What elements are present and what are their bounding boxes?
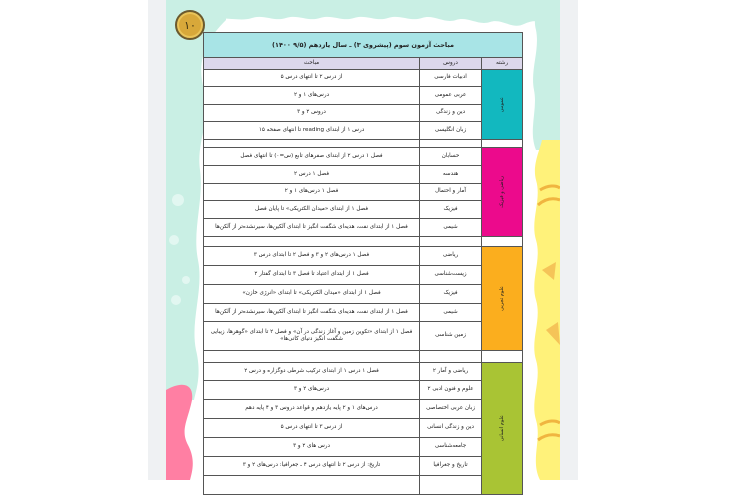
table-row bbox=[204, 219, 523, 237]
course-cell: عربی عمومی bbox=[420, 87, 482, 105]
topics-cell: فصل ۱ از ابتدای نفت، هدیه‌ای شگفت انگیز تا ابتدای آلکین‌ها، سیرنشده‌تر از آلکن‌ها bbox=[204, 304, 420, 322]
category-experimental-sciences: علوم تجربی bbox=[482, 247, 523, 351]
topics-cell: درس های ۲ و ۳ bbox=[204, 438, 420, 457]
table-row bbox=[204, 70, 523, 87]
course-cell: فیزیک bbox=[420, 285, 482, 304]
table-row bbox=[204, 201, 523, 219]
topics-cell: فصل ۱ درس ۲ bbox=[204, 166, 420, 184]
course-cell: دین و زندگی انسانی bbox=[420, 419, 482, 438]
table-row bbox=[204, 166, 523, 184]
table-row bbox=[204, 105, 523, 122]
course-cell: ریاضی و آمار ۲ bbox=[420, 363, 482, 381]
course-cell: آمار و احتمال bbox=[420, 184, 482, 201]
topics-cell: تاریخ: از درس ۲ تا انتهای درس ۴ ـ جغرافیا: درس‌های ۲ و ۳ bbox=[204, 457, 420, 476]
table-title: مباحث آزمون سوم (پیشروی ۳) ـ سال یازدهم (۹/۵ ۱۴۰۰) bbox=[204, 33, 523, 58]
topics-cell: فصل ۱ درس ۱ از ابتدای ترکیب شرطی دوگزاره و درس ۲ bbox=[204, 363, 420, 381]
course-cell: زبان عربی اختصاصی bbox=[420, 400, 482, 419]
course-cell: دین و زندگی bbox=[420, 105, 482, 122]
page-number-badge bbox=[175, 10, 205, 40]
table-row bbox=[204, 184, 523, 201]
table-row bbox=[204, 122, 523, 140]
table-row bbox=[204, 304, 523, 322]
table-header-row bbox=[204, 58, 523, 70]
course-cell bbox=[420, 476, 482, 495]
course-cell: علوم و فنون ادبی ۲ bbox=[420, 381, 482, 400]
group-spacer bbox=[204, 351, 523, 363]
table-row bbox=[204, 322, 523, 351]
topics-cell: درس‌های ۱ و ۲ bbox=[204, 87, 420, 105]
table-row bbox=[204, 457, 523, 476]
exam-topics-table bbox=[203, 32, 523, 495]
table-row bbox=[204, 381, 523, 400]
course-cell: هندسه bbox=[420, 166, 482, 184]
course-cell: ریاضی bbox=[420, 247, 482, 266]
topics-cell: فصل ۱ از ابتدای «میدان الکتریکی» تا ابتدای «انرژی خازن» bbox=[204, 285, 420, 304]
course-cell: زبان انگلیسی bbox=[420, 122, 482, 140]
course-cell: شیمی bbox=[420, 219, 482, 237]
topics-cell: فصل ۱ از ابتدای «میدان الکتریکی» تا پایان فصل bbox=[204, 201, 420, 219]
course-cell: جامعه‌شناسی bbox=[420, 438, 482, 457]
topics-cell: فصل ۱ از ابتدای اعتیاد تا فصل ۳ تا ابتدای گفتار ۲ bbox=[204, 266, 420, 285]
course-cell: فیزیک bbox=[420, 201, 482, 219]
topics-cell: دروس ۲ و ۳ bbox=[204, 105, 420, 122]
table-row bbox=[204, 247, 523, 266]
topics-cell bbox=[204, 476, 420, 495]
header-topics: مباحث bbox=[204, 58, 420, 70]
header-course: دروس bbox=[420, 58, 482, 70]
table-row bbox=[204, 400, 523, 419]
topics-cell: فصل ۱ درس‌های ۲ و ۳ و فصل ۲ تا ابتدای درس ۳ bbox=[204, 247, 420, 266]
table-row bbox=[204, 438, 523, 457]
table-row bbox=[204, 363, 523, 381]
page-number: ۱۰ bbox=[184, 18, 196, 32]
course-cell: ادبیات فارسی bbox=[420, 70, 482, 87]
course-cell: شیمی bbox=[420, 304, 482, 322]
table-row bbox=[204, 148, 523, 166]
topics-cell: درس ۱ از ابتدای reading تا انتهای صفحه ۱۵ bbox=[204, 122, 420, 140]
course-cell: حسابان bbox=[420, 148, 482, 166]
course-cell: تاریخ و جغرافیا bbox=[420, 457, 482, 476]
topics-cell: از درس ۳ تا انتهای درس ۵ bbox=[204, 419, 420, 438]
header-category: رشته bbox=[482, 58, 523, 70]
topics-cell: از درس ۲ تا انتهای درس ۵ bbox=[204, 70, 420, 87]
topics-cell: درس‌های ۲ و ۳ bbox=[204, 381, 420, 400]
category-general: عمومی bbox=[482, 70, 523, 140]
table-row bbox=[204, 285, 523, 304]
group-spacer bbox=[204, 237, 523, 247]
category-humanities: علوم انسانی bbox=[482, 363, 523, 495]
table-row bbox=[204, 266, 523, 285]
course-cell: زمین شناسی bbox=[420, 322, 482, 351]
group-spacer bbox=[204, 140, 523, 148]
topics-cell: فصل ۱ از ابتدای نفت، هدیه‌ای شگفت انگیز تا ابتدای آلکین‌ها، سیرنشده‌تر از آلکن‌ها bbox=[204, 219, 420, 237]
topics-cell: فصل ۱ درس‌های ۱ و ۲ bbox=[204, 184, 420, 201]
table-row bbox=[204, 87, 523, 105]
course-cell: زیست‌شناسی bbox=[420, 266, 482, 285]
topics-cell: فصل ۱ درس ۲ از ابتدای صفرهای تابع (س=۰) تا انتهای فصل bbox=[204, 148, 420, 166]
table-row bbox=[204, 419, 523, 438]
topics-cell: فصل ۱ از ابتدای «تکوین زمین و آغاز زندگی در آن» و فصل ۲ تا ابتدای «گوهرها، زیبایی شگفت انگیز دنیای کانی‌ها» bbox=[204, 322, 420, 351]
table-row bbox=[204, 476, 523, 495]
category-math-physics: ریاضی و فیزیک bbox=[482, 148, 523, 237]
topics-cell: درس‌های ۱ و ۲ پایه یازدهم و قواعد دروس ۳ و ۴ پایه دهم bbox=[204, 400, 420, 419]
